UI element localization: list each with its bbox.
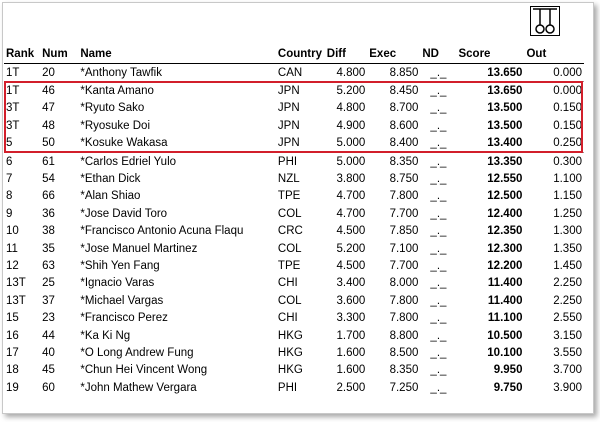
cell-name: *Francisco Antonio Acuna Flaqu xyxy=(80,225,244,238)
cell-rank: 12 xyxy=(6,259,19,272)
cell-score: 9.950 xyxy=(493,364,523,377)
cell-name: *Anthony Tawfik xyxy=(80,66,162,79)
cell-num: 48 xyxy=(42,119,55,132)
cell-diff: 1.600 xyxy=(336,364,366,377)
cell-score: 9.750 xyxy=(493,381,523,394)
cell-num: 37 xyxy=(42,294,55,307)
table-row[interactable] xyxy=(4,82,584,100)
cell-num: 50 xyxy=(42,137,55,150)
cell-diff: 2.500 xyxy=(336,381,366,394)
cell-score: 11.100 xyxy=(487,312,523,325)
cell-nd: _._ xyxy=(430,119,447,132)
cell-num: 38 xyxy=(42,225,55,238)
cell-name: *Kanta Amano xyxy=(78,82,276,100)
results-body xyxy=(4,64,584,397)
cell-rank: 3T xyxy=(6,102,20,115)
cell-out: 2.250 xyxy=(553,277,582,290)
cell-name: *Kosuke Wakasa xyxy=(80,137,168,150)
table-row[interactable] xyxy=(4,292,584,309)
table-row[interactable] xyxy=(4,188,584,205)
table-row[interactable] xyxy=(4,100,584,117)
cell-country: JPN xyxy=(277,119,300,132)
table-row[interactable] xyxy=(4,64,584,82)
table-row[interactable] xyxy=(4,205,584,222)
cell-exec: 7.800 xyxy=(389,190,419,203)
cell-nd: _._ xyxy=(430,190,447,203)
cell-rank: 6 xyxy=(4,152,40,170)
cell-nd: _._ xyxy=(430,66,447,79)
table-row[interactable] xyxy=(4,309,584,326)
cell-nd: _._ xyxy=(420,82,456,100)
cell-name: *Ethan Dick xyxy=(80,173,141,186)
cell-country: COL xyxy=(277,207,302,220)
col-header-country[interactable]: Country xyxy=(276,45,325,64)
cell-name: *Ryuto Sako xyxy=(80,102,145,115)
cell-nd: _._ xyxy=(430,259,447,272)
cell-name: *Chun Hei Vincent Wong xyxy=(80,364,208,377)
cell-country: TPE xyxy=(277,190,301,203)
cell-country: CHI xyxy=(277,312,298,325)
cell-out: 3.700 xyxy=(553,364,582,377)
cell-exec: 7.800 xyxy=(389,294,419,307)
cell-score: 12.550 xyxy=(487,173,523,186)
cell-num: 54 xyxy=(42,173,55,186)
cell-diff: 1.700 xyxy=(336,329,366,342)
col-header-nd[interactable]: ND xyxy=(420,45,456,64)
cell-out: 0.150 xyxy=(553,102,582,115)
header-row xyxy=(4,45,584,64)
cell-out: 1.150 xyxy=(553,190,582,203)
cell-exec: 8.500 xyxy=(389,346,419,359)
cell-out: 1.250 xyxy=(553,207,582,220)
cell-diff: 4.700 xyxy=(336,207,366,220)
cell-country: PHI xyxy=(277,381,298,394)
col-header-diff[interactable]: Diff xyxy=(325,45,367,64)
cell-diff: 3.600 xyxy=(336,294,366,307)
cell-score: 12.300 xyxy=(487,242,523,255)
cell-country: NZL xyxy=(277,173,300,186)
cell-nd: _._ xyxy=(430,346,447,359)
cell-name: *John Mathew Vergara xyxy=(80,381,197,394)
col-header-out[interactable]: Out xyxy=(524,45,584,64)
cell-rank: 13T xyxy=(6,277,26,290)
cell-out: 0.000 xyxy=(553,66,582,79)
cell-exec: 8.400 xyxy=(389,137,419,150)
cell-nd: _._ xyxy=(430,329,447,342)
cell-num: 36 xyxy=(42,207,55,220)
cell-name: *Jose Manuel Martinez xyxy=(80,242,198,255)
cell-rank: 3T xyxy=(6,119,20,132)
cell-num: 63 xyxy=(42,259,55,272)
cell-country: CAN xyxy=(277,66,303,79)
cell-exec: 8.700 xyxy=(389,102,419,115)
cell-nd: _._ xyxy=(430,207,447,220)
cell-diff: 5.200 xyxy=(336,242,366,255)
cell-exec: 8.800 xyxy=(389,329,419,342)
cell-name: *O Long Andrew Fung xyxy=(80,346,194,359)
cell-nd: _._ xyxy=(430,173,447,186)
cell-exec: 7.700 xyxy=(389,207,419,220)
results-table xyxy=(4,45,584,396)
cell-rank: 13T xyxy=(6,294,26,307)
table-row[interactable] xyxy=(4,275,584,292)
cell-nd: _._ xyxy=(430,242,447,255)
table-row[interactable] xyxy=(4,362,584,379)
cell-country: TPE xyxy=(277,259,301,272)
cell-score: 10.500 xyxy=(487,329,523,342)
cell-rank: 9 xyxy=(6,207,13,220)
cell-num: 44 xyxy=(42,329,55,342)
cell-out: 0.150 xyxy=(553,119,582,132)
cell-diff: 4.800 xyxy=(336,66,366,79)
cell-country: PHI xyxy=(276,152,325,170)
cell-rank: 8 xyxy=(6,190,13,203)
cell-rank: 16 xyxy=(6,329,19,342)
cell-nd: _._ xyxy=(430,312,447,325)
cell-rank: 15 xyxy=(6,312,19,325)
cell-score: 13.400 xyxy=(487,137,523,150)
cell-nd: _._ xyxy=(430,381,447,394)
cell-name: *Carlos Edriel Yulo xyxy=(78,152,276,170)
table-row[interactable] xyxy=(4,240,584,257)
cell-nd: _._ xyxy=(430,102,447,115)
cell-nd: _._ xyxy=(430,137,447,150)
cell-out: 0.000 xyxy=(524,82,584,100)
cell-country: HKG xyxy=(277,346,303,359)
cell-num: 60 xyxy=(42,381,55,394)
cell-exec: 7.850 xyxy=(389,225,419,238)
cell-exec: 8.850 xyxy=(389,66,419,79)
cell-out: 0.300 xyxy=(524,152,584,170)
cell-rank: 1T xyxy=(4,82,40,100)
table-row[interactable] xyxy=(4,152,584,170)
table-row[interactable] xyxy=(4,379,584,396)
cell-score: 10.100 xyxy=(487,346,523,359)
cell-name: *Francisco Perez xyxy=(80,312,168,325)
table-row[interactable] xyxy=(4,327,584,344)
col-header-num[interactable]: Num xyxy=(40,45,78,64)
cell-score: 13.650 xyxy=(456,82,524,100)
cell-num: 66 xyxy=(42,190,55,203)
cell-score: 12.350 xyxy=(487,225,523,238)
table-row[interactable] xyxy=(4,223,584,240)
cell-nd: _._ xyxy=(430,364,447,377)
table-row[interactable] xyxy=(4,170,584,187)
cell-diff: 5.000 xyxy=(336,137,366,150)
cell-num: 40 xyxy=(42,346,55,359)
cell-score: 13.500 xyxy=(487,102,523,115)
cell-rank: 7 xyxy=(6,173,13,186)
cell-exec: 7.700 xyxy=(389,259,419,272)
cell-num: 35 xyxy=(42,242,55,255)
cell-exec: 7.250 xyxy=(389,381,419,394)
cell-num: 45 xyxy=(42,364,55,377)
cell-out: 3.900 xyxy=(553,381,582,394)
cell-score: 13.350 xyxy=(456,152,524,170)
cell-country: CRC xyxy=(277,225,303,238)
cell-score: 12.500 xyxy=(487,190,523,203)
col-header-score[interactable]: Score xyxy=(456,45,524,64)
cell-country: COL xyxy=(277,294,302,307)
cell-rank: 17 xyxy=(6,346,19,359)
cell-country: JPN xyxy=(277,102,300,115)
cell-num: 20 xyxy=(42,66,55,79)
cell-name: *Jose David Toro xyxy=(80,207,168,220)
cell-rank: 5 xyxy=(6,137,13,150)
cell-diff: 1.600 xyxy=(336,346,366,359)
cell-out: 1.100 xyxy=(553,173,582,186)
cell-name: *Michael Vargas xyxy=(80,294,164,307)
cell-rank: 10 xyxy=(6,225,19,238)
cell-exec: 8.350 xyxy=(389,364,419,377)
cell-num: 61 xyxy=(40,152,78,170)
table-row[interactable] xyxy=(4,344,584,361)
col-header-name[interactable]: Name xyxy=(78,45,276,64)
cell-score: 11.400 xyxy=(487,294,523,307)
cell-exec: 8.750 xyxy=(389,173,419,186)
cell-out: 3.550 xyxy=(553,346,582,359)
cell-num: 46 xyxy=(40,82,78,100)
cell-out: 1.350 xyxy=(553,242,582,255)
cell-diff: 3.300 xyxy=(336,312,366,325)
cell-country: HKG xyxy=(277,329,303,342)
cell-name: *Shih Yen Fang xyxy=(80,259,160,272)
cell-name: *Ignacio Varas xyxy=(80,277,155,290)
cell-exec: 7.800 xyxy=(389,312,419,325)
cell-num: 23 xyxy=(42,312,55,325)
cell-exec: 8.450 xyxy=(367,82,420,100)
cell-exec: 8.350 xyxy=(367,152,420,170)
cell-nd: _._ xyxy=(430,277,447,290)
cell-out: 2.250 xyxy=(553,294,582,307)
cell-diff: 4.500 xyxy=(336,259,366,272)
cell-exec: 7.100 xyxy=(389,242,419,255)
cell-score: 11.400 xyxy=(487,277,523,290)
cell-name: *Ryosuke Doi xyxy=(80,119,151,132)
cell-score: 13.650 xyxy=(487,66,523,79)
cell-diff: 4.900 xyxy=(336,119,366,132)
col-header-rank[interactable]: Rank xyxy=(4,45,40,64)
cell-score: 12.400 xyxy=(487,207,523,220)
cell-out: 1.450 xyxy=(553,259,582,272)
cell-name: *Ka Ki Ng xyxy=(80,329,131,342)
cell-exec: 8.000 xyxy=(389,277,419,290)
cell-country: JPN xyxy=(277,137,300,150)
cell-country: CHI xyxy=(277,277,298,290)
cell-out: 3.150 xyxy=(553,329,582,342)
cell-country: JPN xyxy=(276,82,325,100)
cell-rank: 1T xyxy=(6,66,20,79)
cell-out: 2.550 xyxy=(553,312,582,325)
cell-diff: 3.400 xyxy=(336,277,366,290)
cell-diff: 3.800 xyxy=(336,173,366,186)
cell-name: *Alan Shiao xyxy=(80,190,141,203)
table-row[interactable] xyxy=(4,257,584,274)
cell-diff: 4.700 xyxy=(336,190,366,203)
cell-num: 25 xyxy=(42,277,55,290)
table-row[interactable] xyxy=(4,117,584,134)
cell-diff: 4.800 xyxy=(336,102,366,115)
col-header-exec[interactable]: Exec xyxy=(367,45,420,64)
cell-rank: 11 xyxy=(6,242,18,255)
cell-diff: 5.200 xyxy=(325,82,367,100)
cell-rank: 18 xyxy=(6,364,19,377)
cell-country: HKG xyxy=(277,364,303,377)
cell-country: COL xyxy=(277,242,302,255)
cell-diff: 4.500 xyxy=(336,225,366,238)
cell-nd: _._ xyxy=(430,225,447,238)
cell-diff: 5.000 xyxy=(325,152,367,170)
cell-exec: 8.600 xyxy=(389,119,419,132)
still-rings-icon xyxy=(530,6,560,36)
cell-num: 47 xyxy=(42,102,55,115)
cell-nd: _._ xyxy=(430,294,447,307)
cell-rank: 19 xyxy=(6,381,19,394)
cell-out: 0.250 xyxy=(553,137,582,150)
cell-out: 1.300 xyxy=(553,225,582,238)
cell-score: 12.200 xyxy=(487,259,523,272)
cell-nd: _._ xyxy=(420,152,456,170)
cell-score: 13.500 xyxy=(487,119,523,132)
table-row[interactable] xyxy=(4,135,584,153)
